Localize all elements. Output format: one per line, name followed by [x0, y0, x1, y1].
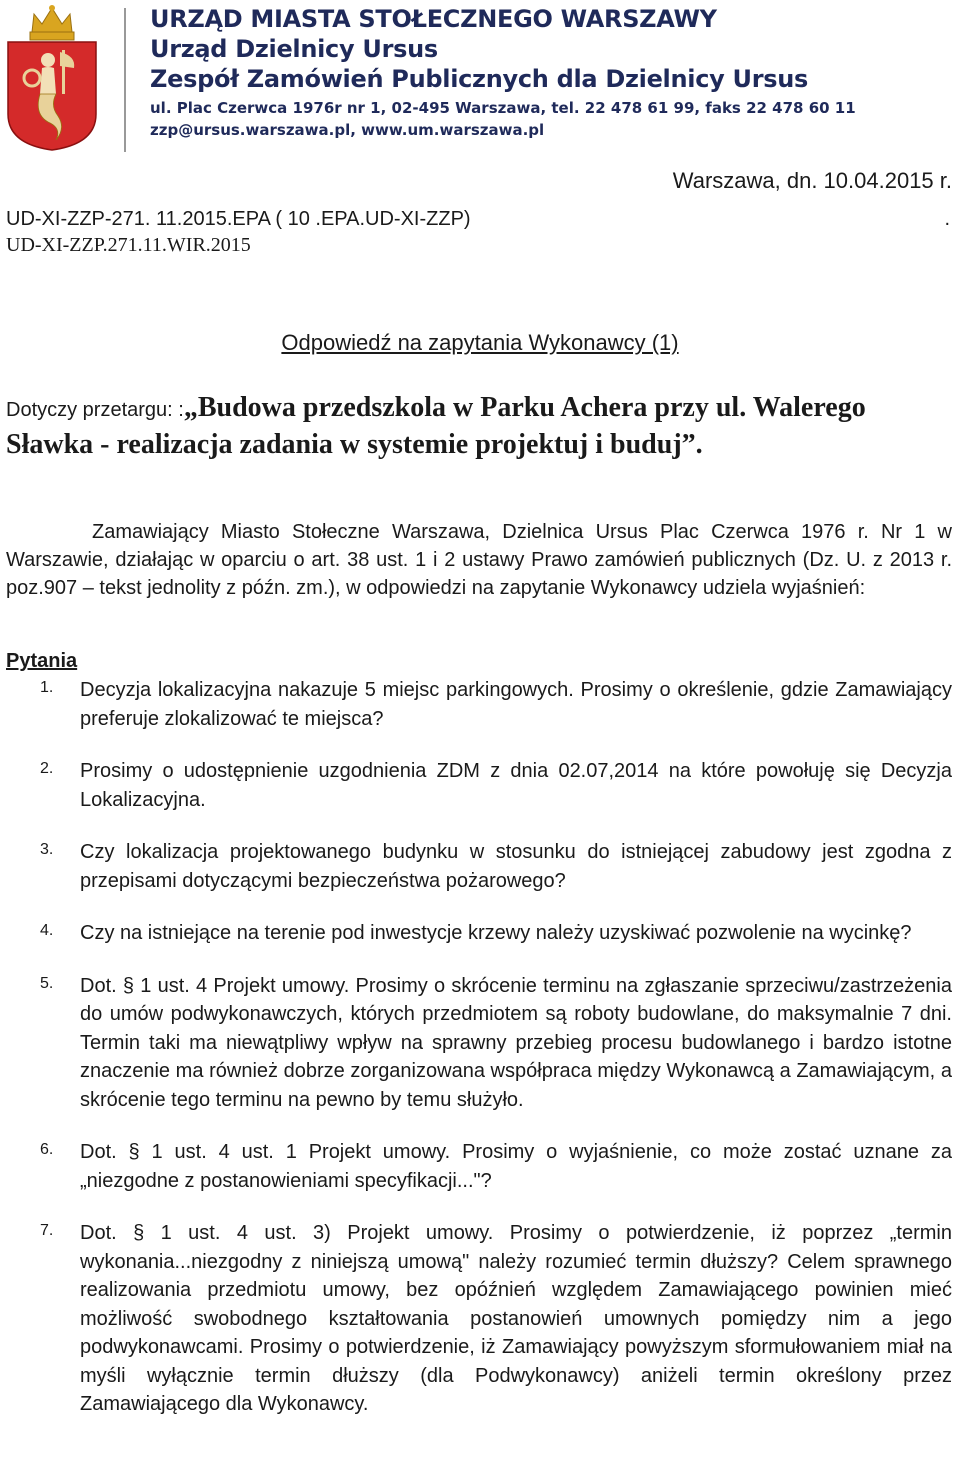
document-title: Odpowiedź na zapytania Wykonawcy (1): [281, 330, 679, 355]
subject-name: „Budowa przedszkola w Parku Achera przy ul. Walerego Sławka - realizacja zadania w systemie projektuj i buduj”.: [6, 392, 866, 460]
contact-line: zzp@ursus.warszawa.pl, www.um.warszawa.pl: [150, 121, 545, 139]
list-item: [0, 757, 960, 814]
warsaw-coat-of-arms-logo: [4, 4, 100, 152]
header-divider: [124, 8, 126, 152]
letterhead: [150, 4, 856, 140]
questions-heading: Pytania: [6, 650, 78, 672]
document-date: Warszawa, dn. 10.04.2015 r.: [672, 168, 952, 193]
list-item: [0, 1138, 960, 1195]
list-item: [0, 838, 960, 895]
list-item: [0, 676, 960, 733]
question-text: Dot. § 1 ust. 4 ust. 3) Projekt umowy. Prosimy o potwierdzenie, iż poprzez „termin wykonania...niezgodny z niniejszą umową" należy rozumieć termin dłuższy? Celem sprawnego realizowania przedmiotu umowy, bez opóźnień względem Zamawiającego powinien mieć możliwość swobodnego kształtowania postanowień umownych pomiędzy nim a jego podwykonawcami. Prosimy o potwierdzenie, iż Zamawiający powyższym sformułowaniem miał na myśli wyłącznie termin dłuższy (dla Podwykonawcy) aniżeli termin określony przez Zamawiającego dla Wykonawcy.: [80, 1222, 952, 1415]
question-text: Decyzja lokalizacyjna nakazuje 5 miejsc parkingowych. Prosimy o określenie, gdzie Zamawiający preferuje zlokalizować te miejsca?: [80, 679, 952, 730]
case-signature-secondary: UD-XI-ZZP.271.11.WIR.2015: [6, 234, 251, 256]
office-name: URZĄD MIASTA STOŁECZNEGO WARSZAWY: [150, 5, 717, 33]
list-item: [0, 919, 960, 948]
intro-paragraph: Zamawiający Miasto Stołeczne Warszawa, Dzielnica Ursus Plac Czerwca 1976 r. Nr 1 w Warszawie, działając w oparciu o art. 38 ust. 1 i 2 ustawy Prawo zamówień publicznych (Dz. U. z 2013 r. poz.907 – tekst jednolity z późn. zm.), w odpowiedzi na zapytanie Wykonawcy udziela wyjaśnień:: [6, 521, 952, 599]
subject-lead: Dotyczy przetargu: :: [6, 399, 184, 421]
question-text: Prosimy o udostępnienie uzgodnienia ZDM z dnia 02.07,2014 na które powołuję się Decyzja Lokalizacyjna.: [80, 760, 952, 811]
signature-trailing-dot: .: [944, 208, 950, 230]
address-line: ul. Plac Czerwca 1976r nr 1, 02-495 Warszawa, tel. 22 478 61 99, faks 22 478 60 11: [150, 99, 856, 117]
district-office-name: Urząd Dzielnicy Ursus: [150, 35, 438, 63]
question-text: Czy na istniejące na terenie pod inwestycje krzewy należy uzyskiwać pozwolenie na wycinkę?: [80, 922, 912, 944]
question-number: 2.: [40, 760, 54, 777]
questions-list: [0, 676, 960, 1443]
list-item: [0, 972, 960, 1115]
question-number: 7.: [40, 1222, 54, 1239]
case-signature: UD-XI-ZZP-271. 11.2015.EPA ( 10 .EPA.UD-XI-ZZP): [6, 208, 471, 230]
question-number: 1.: [40, 679, 54, 696]
question-number: 5.: [40, 974, 54, 992]
question-number: 3.: [40, 841, 54, 858]
question-number: 6.: [40, 1141, 54, 1158]
list-item: [0, 1219, 960, 1419]
question-text: Czy lokalizacja projektowanego budynku w stosunku do istniejącej zabudowy jest zgodna z przepisami dotyczącymi bezpieczeństwa pożarowego?: [80, 841, 952, 892]
question-text: Dot. § 1 ust. 4 Projekt umowy. Prosimy o skrócenie terminu na zgłaszanie sprzeciwu/zastrzeżenia do umów podwykonawczych, których przedmiotem są roboty budowlane, do maksymalnie 7 dni. Termin taki ma niewątpliwy wpływ na sprawny przebieg procesu budowlanego i bardzo istotne znaczenie ma również dobrze zorganizowana współpraca między Wykonawcą a Zamawiającym, a skrócenie tego terminu na pewno by temu służyło.: [80, 974, 952, 1111]
crown-icon: [30, 5, 74, 40]
department-name: Zespół Zamówień Publicznych dla Dzielnicy Ursus: [150, 65, 809, 93]
question-text: Dot. § 1 ust. 4 ust. 1 Projekt umowy. Prosimy o wyjaśnienie, co może zostać uznane za „niezgodne z postanowieniami specyfikacji..."?: [80, 1141, 952, 1192]
tender-subject: [6, 390, 954, 462]
question-number: 4.: [40, 922, 54, 939]
